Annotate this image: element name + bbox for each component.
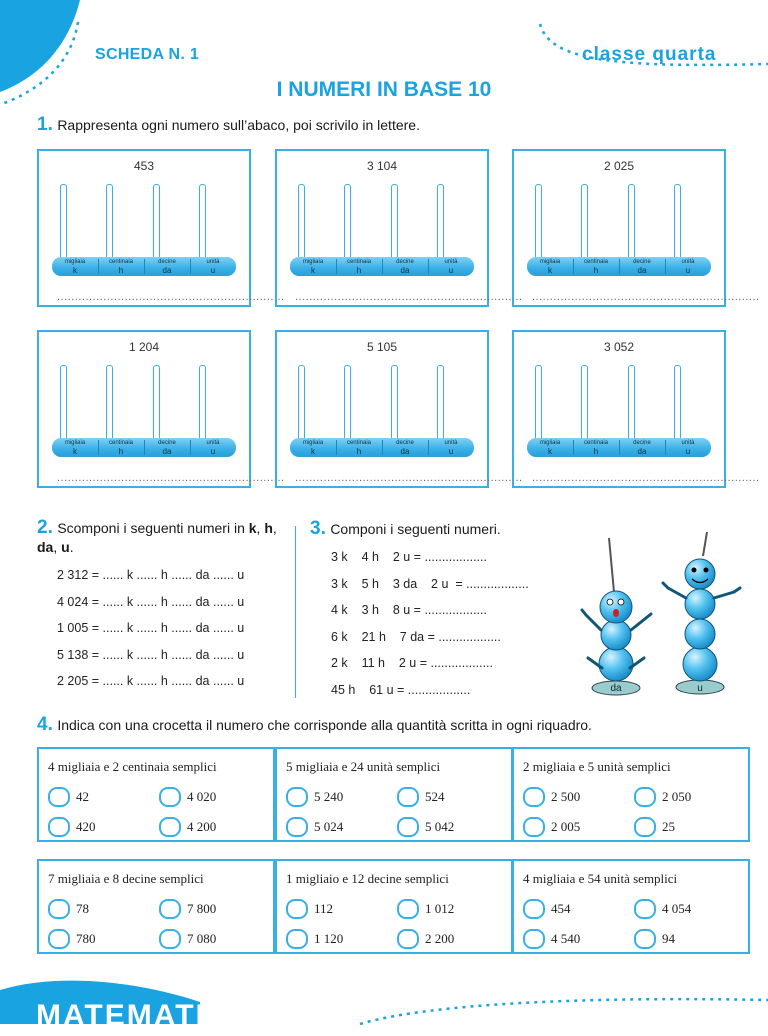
abacus-rod[interactable] xyxy=(199,184,206,260)
choice-title: 2 migliaia e 5 unità semplici xyxy=(523,759,671,774)
answer-line[interactable]: ................................................................ xyxy=(57,291,285,303)
unit-k: k xyxy=(248,520,257,536)
choice-checkbox[interactable] xyxy=(634,899,656,919)
abacus-rod[interactable] xyxy=(391,365,398,441)
abacus-rod[interactable] xyxy=(60,365,67,441)
abacus-box xyxy=(512,149,760,307)
choice-title: 4 migliaia e 54 unità semplici xyxy=(523,871,678,886)
choice-checkbox[interactable] xyxy=(523,929,545,949)
choice-checkbox[interactable] xyxy=(397,787,419,807)
exercise-3-heading xyxy=(310,518,501,540)
choice-option-label: 2 005 xyxy=(551,819,581,834)
choice-checkbox[interactable] xyxy=(523,787,545,807)
abacus-box xyxy=(37,330,285,488)
abacus-column-label: migliaia k xyxy=(302,259,324,275)
decompose-item[interactable]: 2 205 = ...... k ...... h ...... da ...... u xyxy=(57,674,245,688)
choice-checkbox[interactable] xyxy=(159,817,181,837)
choice-title: 1 migliaio e 12 decine semplici xyxy=(286,871,449,886)
abacus-column-label: decine da xyxy=(158,440,176,456)
abacus-base xyxy=(290,438,474,457)
abacus-box xyxy=(275,149,523,307)
mascot-u-label: u xyxy=(697,683,703,694)
abacus-rod[interactable] xyxy=(581,365,588,441)
exercise-1-instruction: Rappresenta ogni numero sull’abaco, poi scrivilo in lettere. xyxy=(57,117,420,133)
abacus-base xyxy=(527,257,711,276)
abacus-rod[interactable] xyxy=(628,365,635,441)
compose-item[interactable]: 3 k 5 h 3 da 2 u = .................. xyxy=(331,576,529,591)
abacus-column-label: unità u xyxy=(681,440,695,456)
choice-checkbox[interactable] xyxy=(286,899,308,919)
exercise-4-heading xyxy=(37,714,592,736)
choice-checkbox[interactable] xyxy=(523,899,545,919)
choice-box xyxy=(275,747,513,842)
abacus-rod[interactable] xyxy=(298,184,305,260)
decompose-item[interactable]: 1 005 = ...... k ...... h ...... da ...... u xyxy=(57,621,245,635)
abacus-rod[interactable] xyxy=(581,184,588,260)
choice-option-label: 2 500 xyxy=(551,789,581,804)
choice-option-label: 1 120 xyxy=(314,931,344,946)
choice-title: 5 migliaia e 24 unità semplici xyxy=(286,759,441,774)
exercise-4-number: 4. xyxy=(37,714,53,735)
exercise-4-instruction: Indica con una crocetta il numero che corrisponde alla quantità scritta in ogni riquadro. xyxy=(57,717,592,733)
abacus-column-label: decine da xyxy=(396,440,414,456)
mascot-da-label: da xyxy=(610,683,622,694)
choice-option-label: 4 054 xyxy=(662,901,692,916)
choice-option-label: 4 020 xyxy=(187,789,217,804)
abacus-rod[interactable] xyxy=(674,184,681,260)
abacus-number: 5 105 xyxy=(366,340,398,354)
abacus-rod[interactable] xyxy=(628,184,635,260)
choice-option-label: 454 xyxy=(551,901,571,916)
choice-checkbox[interactable] xyxy=(48,899,70,919)
answer-line[interactable]: ................................................................ xyxy=(295,472,523,484)
choice-checkbox[interactable] xyxy=(286,929,308,949)
exercise-2-instruction: Scomponi i seguenti numeri in xyxy=(57,520,249,536)
choice-checkbox[interactable] xyxy=(634,787,656,807)
choice-box xyxy=(275,859,513,954)
choice-checkbox[interactable] xyxy=(397,817,419,837)
exercise-2-number: 2. xyxy=(37,517,53,538)
choice-title: 7 migliaia e 8 decine semplici xyxy=(48,871,204,886)
abacus-column-label: migliaia k xyxy=(302,440,324,456)
choice-box xyxy=(512,859,750,954)
abacus-rod[interactable] xyxy=(60,184,67,260)
choice-checkbox[interactable] xyxy=(48,817,70,837)
page-title: I NUMERI IN BASE 10 xyxy=(276,78,492,101)
abacus-column-label: migliaia k xyxy=(539,440,561,456)
abacus-column-label: centinaia h xyxy=(346,440,372,456)
compose-item[interactable]: 45 h 61 u = .................. xyxy=(331,682,471,697)
choice-option-label: 5 042 xyxy=(425,819,455,834)
abacus-column-label: decine da xyxy=(633,259,651,275)
choice-checkbox[interactable] xyxy=(634,817,656,837)
abacus-rod[interactable] xyxy=(391,184,398,260)
abacus-column-label: centinaia h xyxy=(346,259,372,275)
unit-h: h xyxy=(264,520,273,536)
grade-label: classe quarta xyxy=(582,44,717,65)
choice-option-label: 5 240 xyxy=(314,789,344,804)
choice-checkbox[interactable] xyxy=(286,787,308,807)
abacus-rod[interactable] xyxy=(344,184,351,260)
mascot-illustration xyxy=(578,530,748,700)
abacus-rod[interactable] xyxy=(535,184,542,260)
abacus-column-label: migliaia k xyxy=(64,259,86,275)
answer-line[interactable]: ................................................................ xyxy=(532,472,760,484)
abacus-column-label: centinaia h xyxy=(583,259,609,275)
abacus-rod[interactable] xyxy=(106,184,113,260)
abacus-rod[interactable] xyxy=(106,365,113,441)
answer-line[interactable]: ................................................................ xyxy=(295,291,523,303)
choice-option-label: 7 080 xyxy=(187,931,217,946)
abacus-number: 1 204 xyxy=(128,340,160,354)
abacus-column-label: unità u xyxy=(681,259,695,275)
abacus-column-label: unità u xyxy=(444,440,458,456)
choice-option-label: 112 xyxy=(314,901,334,916)
choice-option-label: 1 012 xyxy=(425,901,455,916)
choice-option-label: 2 050 xyxy=(662,789,692,804)
choice-option-label: 78 xyxy=(76,901,89,916)
choice-option-label: 25 xyxy=(662,819,675,834)
abacus-rod[interactable] xyxy=(199,365,206,441)
answer-line[interactable]: ................................................................ xyxy=(57,472,285,484)
abacus-number: 3 052 xyxy=(603,340,635,354)
abacus-number: 3 104 xyxy=(366,159,398,173)
unit-u: u xyxy=(61,539,70,555)
abacus-base xyxy=(527,438,711,457)
abacus-column-label: centinaia h xyxy=(108,440,134,456)
choice-checkbox[interactable] xyxy=(286,817,308,837)
choice-checkbox[interactable] xyxy=(159,899,181,919)
choice-checkbox[interactable] xyxy=(523,817,545,837)
abacus-column-label: migliaia k xyxy=(64,440,86,456)
choice-checkbox[interactable] xyxy=(48,787,70,807)
choice-option-label: 524 xyxy=(425,789,445,804)
compose-item[interactable]: 6 k 21 h 7 da = .................. xyxy=(331,629,501,644)
abacus-column-label: decine da xyxy=(633,440,651,456)
exercise-1-number: 1. xyxy=(37,114,53,135)
abacus-rod[interactable] xyxy=(153,184,160,260)
abacus-rod[interactable] xyxy=(344,365,351,441)
choice-option-label: 2 200 xyxy=(425,931,455,946)
footer-brand: MATEMATICA xyxy=(36,999,254,1032)
abacus-rod[interactable] xyxy=(298,365,305,441)
answer-line[interactable]: ................................................................ xyxy=(532,291,760,303)
abacus-rod[interactable] xyxy=(535,365,542,441)
abacus-rod[interactable] xyxy=(674,365,681,441)
abacus-column-label: migliaia k xyxy=(539,259,561,275)
exercise-3-instruction: Componi i seguenti numeri. xyxy=(330,521,501,537)
choice-checkbox[interactable] xyxy=(159,929,181,949)
abacus-column-label: decine da xyxy=(396,259,414,275)
choice-option-label: 420 xyxy=(76,819,96,834)
choice-option-label: 4 540 xyxy=(551,931,581,946)
abacus-base xyxy=(290,257,474,276)
decompose-item[interactable]: 4 024 = ...... k ...... h ...... da ...... u xyxy=(57,594,245,609)
abacus-rod[interactable] xyxy=(437,365,444,441)
choice-box xyxy=(512,747,750,842)
abacus-column-label: unità u xyxy=(206,259,220,275)
exercise-1-heading xyxy=(37,114,420,136)
compose-item[interactable]: 3 k 4 h 2 u = .................. xyxy=(331,550,487,564)
choice-checkbox[interactable] xyxy=(159,787,181,807)
compose-item[interactable]: 4 k 3 h 8 u = .................. xyxy=(331,603,487,617)
exercise-2-heading: 2. Scomponi i seguenti numeri in k, h, da, u. xyxy=(37,517,277,555)
decompose-item[interactable]: 2 312 = ...... k ...... h ...... da ...... u xyxy=(57,568,245,582)
choice-title: 4 migliaia e 2 centinaia semplici xyxy=(48,759,217,774)
abacus-box xyxy=(512,330,760,488)
decompose-item[interactable]: 5 138 = ...... k ...... h ...... da ...... u xyxy=(57,647,245,662)
choice-checkbox[interactable] xyxy=(48,929,70,949)
exercise-3-number: 3. xyxy=(310,518,326,539)
choice-option-label: 94 xyxy=(662,931,675,946)
choice-option-label: 780 xyxy=(76,931,96,946)
choice-option-label: 42 xyxy=(76,789,89,804)
abacus-column-label: decine da xyxy=(158,259,176,275)
sheet-label: SCHEDA N. 1 xyxy=(95,46,200,63)
unit-da: da xyxy=(37,539,54,555)
choice-option-label: 4 200 xyxy=(187,819,217,834)
abacus-column-label: unità u xyxy=(444,259,458,275)
choice-checkbox[interactable] xyxy=(397,899,419,919)
choice-option-label: 5 024 xyxy=(314,819,344,834)
abacus-number: 453 xyxy=(133,159,155,173)
exercise-divider xyxy=(295,526,296,698)
abacus-rod[interactable] xyxy=(153,365,160,441)
abacus-number: 2 025 xyxy=(603,159,635,173)
abacus-base xyxy=(52,257,236,276)
choice-option-label: 7 800 xyxy=(187,901,217,916)
abacus-column-label: centinaia h xyxy=(583,440,609,456)
choice-box xyxy=(37,859,275,954)
abacus-base xyxy=(52,438,236,457)
choice-box xyxy=(37,747,275,842)
choice-checkbox[interactable] xyxy=(397,929,419,949)
abacus-box xyxy=(37,149,285,307)
abacus-column-label: unità u xyxy=(206,440,220,456)
abacus-rod[interactable] xyxy=(437,184,444,260)
compose-item[interactable]: 2 k 11 h 2 u = .................. xyxy=(331,656,493,670)
choice-checkbox[interactable] xyxy=(634,929,656,949)
abacus-box xyxy=(275,330,523,488)
abacus-column-label: centinaia h xyxy=(108,259,134,275)
